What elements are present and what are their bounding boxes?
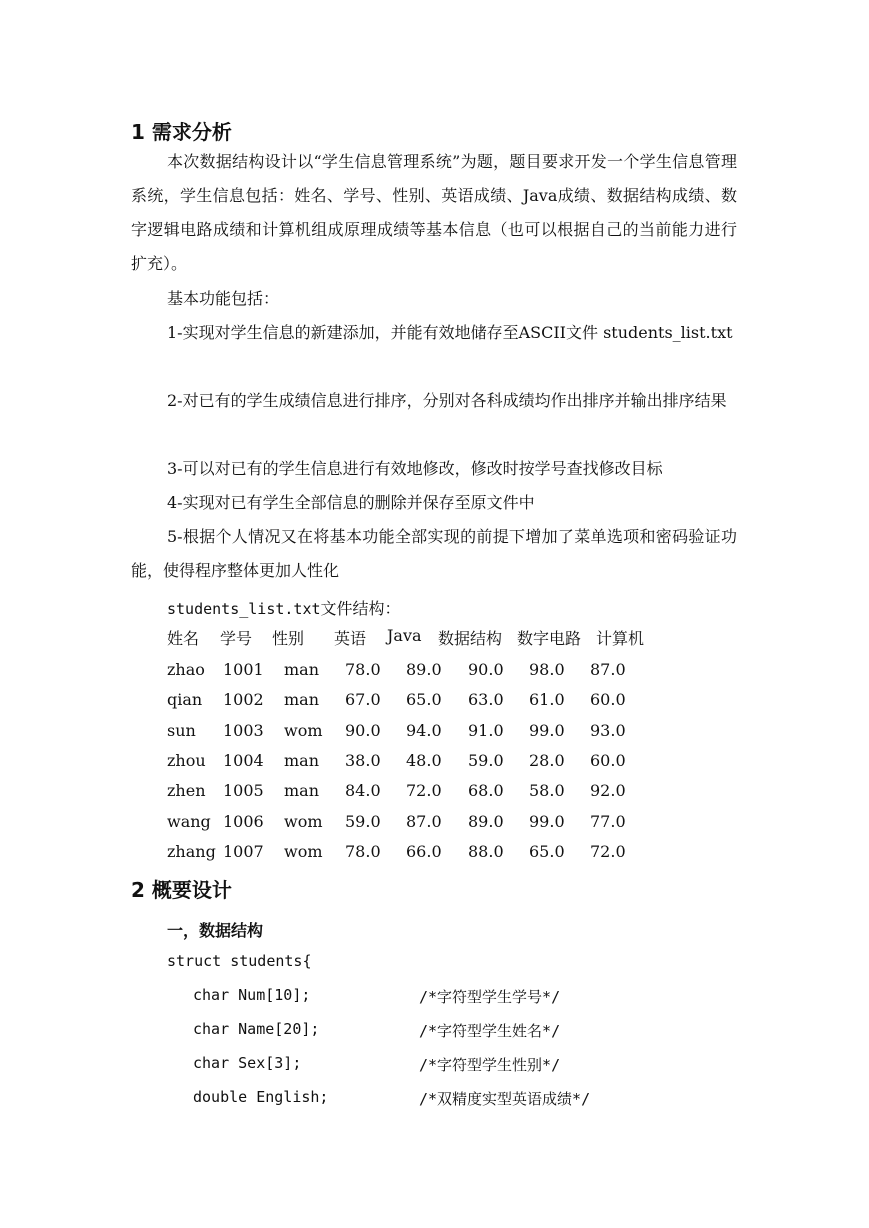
table-cell: 1002 [223,690,264,710]
table-cell: sun [167,720,196,740]
table-cell: 91.0 [468,720,504,740]
struct-field-comment: /*字符型学生学号*/ [419,988,561,1006]
table-cell: wang [167,811,211,831]
file-name: students_list.txt [167,600,321,618]
table-cell: 63.0 [468,690,504,710]
struct-field-comment: /*字符型学生性别*/ [419,1056,561,1074]
table-cell: 89.0 [468,811,504,831]
table-cell: 61.0 [529,690,565,710]
table-cell: 90.0 [345,720,381,740]
table-cell: 72.0 [590,841,626,861]
table-cell: 58.0 [529,781,565,801]
table-header-cell: 性别 [272,629,305,648]
table-cell: 68.0 [468,781,504,801]
table-cell: 59.0 [468,750,504,770]
table-cell: man [284,690,320,710]
table-cell: 65.0 [529,841,565,861]
table-cell: 65.0 [406,690,442,710]
table-cell: 60.0 [590,750,626,770]
table-cell: 94.0 [406,720,442,740]
struct-field-declaration: char Sex[3]; [193,1054,302,1072]
table-cell: wom [284,720,323,740]
table-cell: zhou [167,750,206,770]
table-cell: 87.0 [406,811,442,831]
struct-field-declaration: double English; [193,1088,329,1106]
table-cell: wom [284,811,323,831]
function-item-1: 1-实现对学生信息的新建添加，并能有效地储存至ASCII文件 students_list.txt [167,323,733,342]
table-cell: 78.0 [345,660,381,679]
table-cell: 48.0 [406,750,442,770]
table-cell: 99.0 [529,811,565,831]
table-cell: zhao [167,660,205,679]
section-1-intro-paragraph: 本次数据结构设计以“学生信息管理系统”为题，题目要求开发一个学生信息管理系统，学生信息包括：姓名、学号、性别、英语成绩、Java成绩、数据结构成绩、数字逻辑电路成绩和计算机组成原理成绩等基本信息（也可以根据自己的当前能力进行扩充）。 [131,152,737,273]
table-cell: 1005 [223,781,264,801]
table-cell: 1006 [223,811,264,831]
table-cell: 92.0 [590,781,626,801]
struct-field-comment: /*字符型学生姓名*/ [419,1022,561,1040]
table-header-cell: 姓名 [167,629,200,648]
section-1-heading: 1 需求分析 [131,120,232,144]
table-header-cell: 数据结构 [438,629,503,648]
table-cell: 98.0 [529,660,565,679]
table-header-cell: 计算机 [596,629,645,648]
table-cell: 89.0 [406,660,442,679]
table-cell: 38.0 [345,750,381,770]
table-cell: zhang [167,841,216,861]
table-cell: 88.0 [468,841,504,861]
function-item-5: 5-根据个人情况又在将基本功能全部实现的前提下增加了菜单选项和密码验证功能，使得程序整体更加人性化 [131,527,737,580]
table-header-cell: 英语 [334,629,367,648]
table-header-cell: 学号 [220,629,253,648]
table-cell: man [284,660,320,679]
struct-field-comment: /*双精度实型英语成绩*/ [419,1090,591,1108]
data-structure-subheading: 一，数据结构 [167,921,264,940]
table-cell: 84.0 [345,781,381,801]
table-cell: 90.0 [468,660,504,679]
table-cell: 93.0 [590,720,626,740]
table-cell: 66.0 [406,841,442,861]
struct-field-declaration: char Name[20]; [193,1020,320,1038]
function-item-3: 3-可以对已有的学生信息进行有效地修改，修改时按学号查找修改目标 [167,459,663,478]
table-cell: 1004 [223,750,264,770]
table-cell: 78.0 [345,841,381,861]
table-cell: man [284,750,320,770]
table-cell: 99.0 [529,720,565,740]
basic-functions-label: 基本功能包括： [167,289,280,308]
table-cell: 59.0 [345,811,381,831]
function-item-2: 2-对已有的学生成绩信息进行排序，分别对各科成绩均作出排序并输出排序结果 [167,391,727,410]
table-cell: 60.0 [590,690,626,710]
table-cell: 28.0 [529,750,565,770]
table-cell: 1001 [223,660,264,679]
function-item-4: 4-实现对已有学生全部信息的删除并保存至原文件中 [167,493,535,512]
struct-field-declaration: char Num[10]; [193,986,311,1004]
table-cell: 72.0 [406,781,442,801]
table-cell: zhen [167,781,206,801]
table-cell: man [284,781,320,801]
table-cell: 67.0 [345,690,381,710]
table-header-cell: Java [387,626,422,645]
table-cell: 87.0 [590,660,626,679]
file-structure-suffix: 文件结构： [320,599,401,618]
section-2-heading: 2 概要设计 [131,878,232,902]
file-structure-label [167,596,401,619]
table-cell: wom [284,841,323,861]
table-header-cell: 数字电路 [517,629,582,648]
table-cell: 77.0 [590,811,626,831]
table-cell: qian [167,690,203,710]
struct-open-line: struct students{ [167,952,312,970]
table-cell: 1003 [223,720,264,740]
table-cell: 1007 [223,841,264,861]
